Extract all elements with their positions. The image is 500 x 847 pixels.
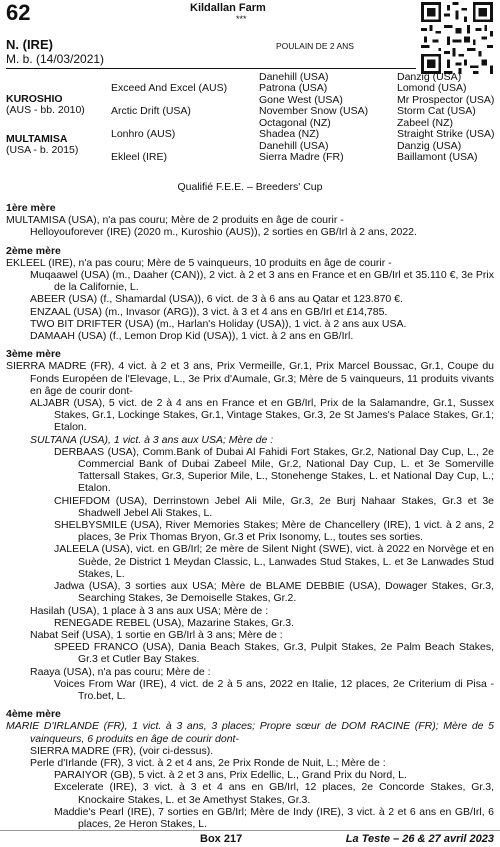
produce-entry: Hasilah (USA), 1 place à 3 ans aux USA; Mère de : — [30, 604, 269, 617]
produce-entry: TWO BIT DRIFTER (USA) (m., Harlan's Holiday (USA)), 1 vict. à 2 ans aux USA. — [30, 317, 407, 330]
produce-entry: SULTANA (USA), 1 vict. à 3 ans aux USA; Mère de : — [30, 433, 274, 446]
produce-entry: PARAIYOR (GB), 5 vict. à 2 et 3 ans, Prix Edellic, L., Grand Prix du Nord, L. — [54, 769, 407, 782]
dam-entry: SIERRA MADRE (FR), 4 vict. à 2 et 3 ans, Prix Vermeille, Gr.1, Prix Marcel Boussac, Gr.1, Coupe du Fonds Européen de l'Elevage, L., 3e Prix d'Aumale, Gr.3; Mère de 5 vainqueurs, 11 produits vivants en âge de courir dont- — [6, 360, 494, 397]
pedigree-table — [0, 72, 500, 178]
produce-entry: DERBAAS (USA), Comm.Bank of Dubai Al Fahidi Fort Stakes, Gr.2, National Day Cup, L., 2e Commercial Bank of Dubai Zabeel Mile, Gr.2, National Day Cup, L. et 3e Somerville Tattersall Stakes, Gr.3, Superior Mile, L., Stonehenge Stakes, L. et National Day Cup, L.; Etalon. — [54, 445, 494, 495]
produce-entry: Raaya (USA), n'a pas couru; Mère de : — [30, 665, 211, 678]
dam-entry: MARIE D'IRLANDE (FR), 1 vict. à 3 ans, 3 places; Propre sœur de DOM RACINE (FR); Mère de 5 vainqueurs, 6 produits en âge de courir dont- — [6, 720, 494, 745]
produce-entry: RENEGADE REBEL (USA), Mazarine Stakes, Gr.3. — [54, 616, 295, 629]
dam-detail: (USA - b. 2015) — [6, 144, 79, 156]
section-title: 2ème mère — [6, 244, 61, 257]
produce-entry: SHELBYSMILE (USA), River Memories Stakes; Mère de Chancellery (IRE), 1 vict. à 2 ans, 2 places, 3e Prix Thomas Bryon, Gr.3 et Prix Isonomy, L., toutes ses sorties. — [54, 519, 494, 544]
produce-entry: Maddie's Pearl (IRE), 7 sorties en GB/Irl; Mère de Indy (IRE), 3 vict. à 2 et 6 ans en GB/Irl, 6 places, 2e Heron Stakes, L. — [54, 805, 494, 830]
sire-detail: (AUS - bb. 2010) — [6, 104, 85, 116]
header-divider — [6, 68, 416, 69]
pedigree-gen4: Mr Prospector (USA) — [397, 94, 495, 106]
horse-name: N. (IRE) — [6, 37, 53, 52]
pedigree-gen4: Danzig (USA) — [397, 140, 462, 152]
section-title: 1ère mère — [6, 202, 56, 214]
farm-name: Kildallan Farm — [190, 2, 266, 14]
pedigree-gen3: Patrona (USA) — [259, 82, 328, 94]
pedigree-gen4: Zabeel (NZ) — [397, 117, 454, 129]
pedigree-gen4: Straight Strike (USA) — [397, 128, 495, 140]
produce-entry: Excelerate (IRE), 3 vict. à 3 et 4 ans en GB/Irl, 12 places, 2e Concorde Stakes, Gr.3, Knockaire Stakes, L. et 3e Amethyst Stakes, Gr.3. — [54, 781, 494, 806]
dam-name: MULTAMISA — [6, 133, 68, 145]
produce-entry: SPEED FRANCO (USA), Dania Beach Stakes, Gr.3, Pulpit Stakes, 2e Palm Beach Stakes, Gr.3 et Cutler Bay Stakes. — [54, 641, 494, 666]
pedigree-gen4: Danzig (USA) — [397, 71, 462, 83]
produce-entry: JALEELA (USA), vict. en GB/Irl; 2e mère de Silent Night (SWE), vict. à 2022 en Norvège et en Suède, 2e District 1 Meydan Classic, L., Lanwades Stud Stakes, L. et 3e Lanwades Stud Stakes, L. — [54, 543, 494, 580]
produce-entry: SIERRA MADRE (FR), (voir ci-dessus). — [30, 744, 214, 757]
produce-entry: CHIEFDOM (USA), Derrinstown Jebel Ali Mile, Gr.3, 2e Burj Nahaar Stakes, Gr.3 et 3e Shadwell Jebel Ali Stakes, L. — [54, 494, 494, 519]
produce-entry: Helloyouforever (IRE) (2020 m., Kuroshio (AUS)), 2 sorties en GB/Irl à 2 ans, 2022. — [30, 226, 417, 239]
produce-entry: Perle d'Irlande (FR), 3 vict. à 2 et 4 ans, 2e Prix Ronde de Nuit, L.; Mère de : — [30, 756, 386, 769]
pedigree-gen4: Baillamont (USA) — [397, 151, 478, 163]
pedigree-gen3: Octagonal (NZ) — [259, 117, 331, 129]
pedigree-notes — [6, 196, 494, 830]
produce-entry: Voices From War (IRE), 4 vict. de 2 à 5 ans, 2022 en Italie, 12 places, 2e Criterium di Pisa - Tro.bet, L. — [54, 677, 494, 702]
pedigree-gen3: Danehill (USA) — [259, 140, 329, 152]
pedigree-gen3: November Snow (USA) — [259, 105, 369, 117]
produce-entry: DAMAAH (USA) (f., Lemon Drop Kid (USA)), 1 vict. à 2 ans en GB/Irl. — [30, 330, 354, 343]
section-title: 3ème mère — [6, 348, 61, 361]
pedigree-gen2: Lonhro (AUS) — [111, 128, 176, 140]
rating-stars: *** — [236, 14, 247, 24]
pedigree-gen4: Storm Cat (USA) — [397, 105, 476, 117]
section-title: 4ème mère — [6, 708, 61, 721]
pedigree-gen2: Arctic Drift (USA) — [111, 105, 191, 117]
horse-category: POULAIN DE 2 ANS — [276, 41, 354, 51]
sire-name: KUROSHIO — [6, 93, 63, 105]
box-number: Box 217 — [200, 833, 243, 845]
produce-entry: ABEER (USA) (f., Shamardal (USA)), 6 vict. de 3 à 6 ans au Qatar et 123.870 €. — [30, 293, 403, 306]
pedigree-gen2: Ekleel (IRE) — [111, 151, 168, 163]
produce-entry: Nabat Seif (USA), 1 sortie en GB/Irl à 3 ans; Mère de : — [30, 628, 283, 641]
dam-entry: EKLEEL (IRE), n'a pas couru; Mère de 5 vainqueurs, 10 produits en âge de courir - — [6, 256, 392, 269]
pedigree-gen3: Danehill (USA) — [259, 71, 329, 83]
pedigree-gen3: Shadea (NZ) — [259, 128, 320, 140]
qualification-note: Qualifié F.E.E. – Breeders' Cup — [177, 181, 323, 193]
qr-code-icon[interactable] — [421, 2, 493, 74]
produce-entry: Muqaawel (USA) (m., Daaher (CAN)), 2 vict. à 2 et 3 ans en France et en GB/Irl et 35.110 €, 3e Prix de la Californie, L. — [30, 269, 494, 294]
page-footer — [0, 830, 500, 847]
lot-number: 62 — [6, 0, 31, 25]
pedigree-gen3: Gone West (USA) — [259, 94, 343, 106]
pedigree-gen4: Lomond (USA) — [397, 82, 467, 94]
produce-entry: ALJABR (USA), 5 vict. de 2 à 4 ans en France et en GB/Irl, Prix de la Salamandre, Gr.1, Sussex Stakes, Gr.1, Lockinge Stakes, Gr.1, Vintage Stakes, Gr.3, 2e St James's Palace Stakes, Gr.1; Etalon. — [30, 397, 494, 434]
horse-details: M. b. (14/03/2021) — [6, 52, 105, 66]
dam-entry: MULTAMISA (USA), n'a pas couru; Mère de 2 produits en âge de courir - — [6, 214, 344, 227]
produce-entry: Jadwa (USA), 3 sorties aux USA; Mère de BLAME DEBBIE (USA), Dowager Stakes, Gr.3, Searching Stakes, 3e Demoiselle Stakes, Gr.2. — [54, 580, 494, 605]
produce-entry: ENZAAL (USA) (m., Invasor (ARG)), 3 vict. à 3 et 4 ans en GB/Irl et £14,785. — [30, 305, 388, 318]
pedigree-gen3: Sierra Madre (FR) — [259, 151, 344, 163]
pedigree-gen2: Exceed And Excel (AUS) — [111, 82, 228, 94]
sale-place-date: La Teste – 26 & 27 avril 2023 — [345, 833, 494, 845]
